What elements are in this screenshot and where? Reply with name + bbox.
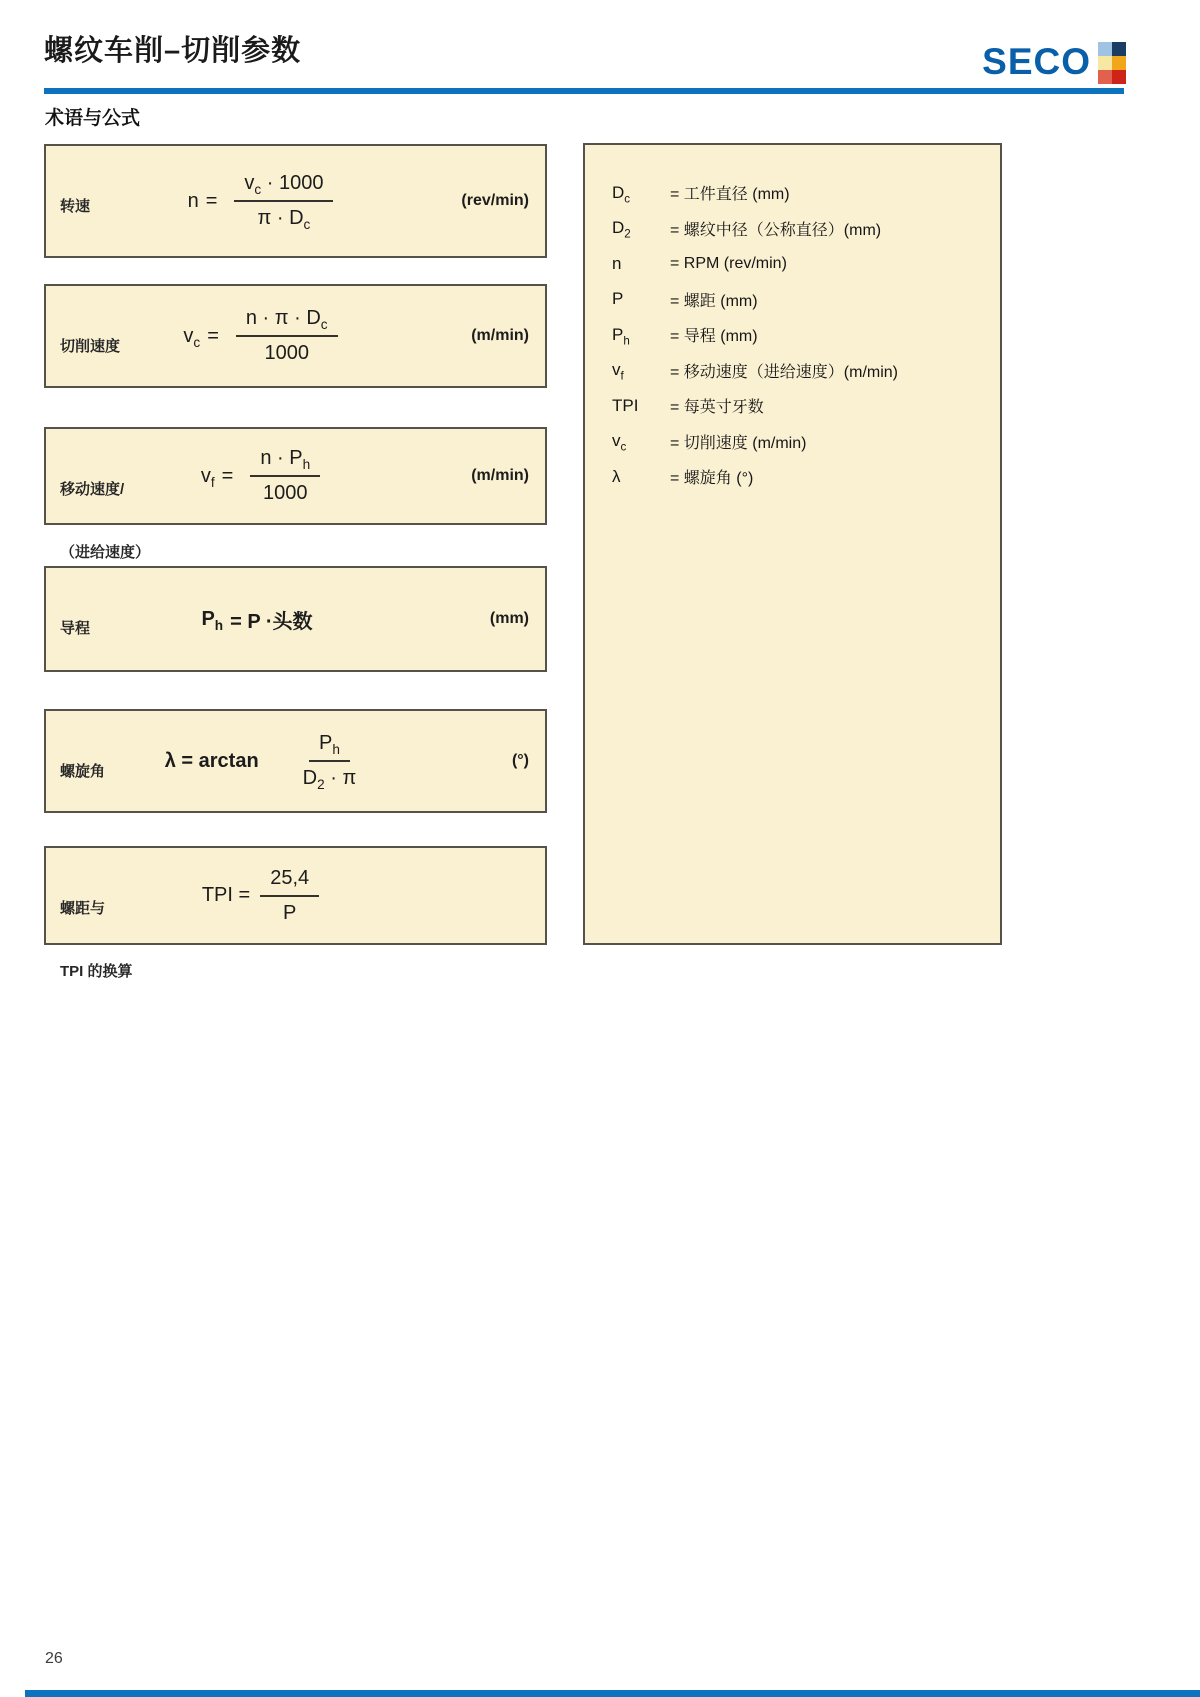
formula-tpi	[86, 848, 435, 943]
formula-box-tpi-conversion	[44, 846, 547, 980]
formula-lead	[86, 568, 435, 670]
logo-mark-cell	[1112, 42, 1126, 56]
fraction	[303, 731, 357, 791]
fraction-denominator: 1000	[262, 482, 308, 504]
seco-logo	[982, 40, 1126, 84]
definition-text: = 螺旋角 (°)	[670, 470, 754, 488]
fraction-denominator: $\pi \cdot D_c$	[257, 207, 311, 232]
definition-text: = 导程 (mm)	[670, 328, 758, 346]
formula-unit: (°)	[511, 752, 529, 769]
formula-prefix: λ = arctan	[164, 749, 259, 772]
formula-unit: (mm)	[489, 610, 529, 627]
formula-box-spindle-speed	[44, 144, 547, 258]
fraction-denominator: P	[283, 901, 297, 924]
formula-lhs: $v_f$	[200, 464, 215, 490]
definition-row	[612, 175, 990, 211]
formula-box-label: 螺距与 TPI 的换算	[60, 900, 133, 980]
definition-symbol: $v_c$	[612, 431, 627, 454]
equals-sign: =	[207, 324, 219, 347]
fraction	[250, 446, 320, 506]
definition-row	[612, 424, 990, 460]
formula-prefix: TPI =	[201, 884, 251, 906]
formula-box-helix-angle	[44, 709, 547, 813]
formula-box-label: 螺旋角	[60, 763, 106, 780]
definition-row	[612, 388, 990, 424]
header-rule	[44, 88, 1124, 94]
equals-sign: =	[205, 189, 218, 212]
formula-helix-angle	[86, 711, 435, 811]
definition-text: = 螺距 (mm)	[670, 292, 758, 310]
formula-lhs: $v_c$	[183, 324, 201, 350]
definition-text: = RPM (rev/min)	[670, 254, 787, 272]
fraction-numerator: 25,4	[260, 866, 319, 897]
formula-box-label: 移动速度/ （进给速度）	[60, 481, 151, 561]
formula-lhs: n	[187, 189, 199, 212]
definition-row	[612, 317, 990, 353]
definition-row	[612, 211, 990, 247]
logo-mark-cell	[1098, 70, 1112, 84]
definition-symbol: n	[612, 253, 622, 273]
formula-box-label: 导程	[60, 620, 91, 637]
seco-logo-mark-icon	[1098, 42, 1126, 84]
definition-symbol: $P_h$	[612, 324, 630, 348]
equals-sign: =	[221, 464, 234, 487]
definition-text: = 切削速度 (m/min)	[670, 434, 807, 452]
seco-wordmark: SECO	[982, 41, 1091, 82]
logo-mark-cell	[1098, 42, 1112, 56]
definition-symbol: $D_c$	[612, 182, 631, 206]
definition-row	[612, 459, 990, 495]
formula-spindle-speed	[86, 146, 435, 256]
fraction-numerator: $v_c \cdot 1000$	[234, 171, 333, 202]
definition-symbol: TPI	[612, 395, 639, 415]
page-number: 26	[45, 1650, 63, 1667]
fraction	[260, 866, 319, 926]
formula-unit: (m/min)	[471, 467, 529, 484]
fraction-numerator: $n \cdot \pi \cdot D_c$	[236, 306, 338, 337]
fraction	[236, 306, 338, 366]
definition-text: = 工件直径 (mm)	[670, 186, 790, 204]
logo-mark-cell	[1098, 56, 1112, 70]
fraction-numerator: $n \cdot P_h$	[250, 446, 320, 477]
fraction	[234, 171, 333, 231]
formula-rhs: = P ·头数	[230, 610, 313, 633]
logo-mark-cell	[1112, 56, 1126, 70]
formula-cutting-speed	[86, 286, 435, 386]
formula-feed-speed	[86, 429, 435, 523]
definition-symbol: λ	[612, 466, 621, 486]
footer-rule	[25, 1690, 1200, 1697]
definition-row	[612, 353, 990, 389]
formula-box-feed-speed	[44, 427, 547, 561]
definition-row	[612, 282, 990, 318]
section-subtitle: 术语与公式	[45, 108, 141, 129]
formula-box-label: 切削速度	[60, 338, 121, 355]
formula-box-lead	[44, 566, 547, 672]
definition-text: = 每英寸牙数	[670, 399, 764, 417]
definition-symbol: P	[612, 289, 624, 309]
definition-text: = 移动速度（进给速度）(m/min)	[670, 363, 899, 381]
formula-lhs: $P_h$	[201, 607, 224, 633]
definition-symbol: $D_2$	[612, 218, 631, 241]
definitions-box	[583, 143, 1002, 945]
fraction-numerator: $P_h$	[309, 731, 350, 762]
formula-box-label: 转速	[60, 198, 91, 215]
definition-row	[612, 246, 990, 282]
logo-mark-cell	[1112, 70, 1126, 84]
page-title: 螺纹车削–切削参数	[44, 35, 302, 67]
formula-box-cutting-speed	[44, 284, 547, 388]
fraction-denominator: 1000	[264, 342, 309, 364]
fraction-denominator: $D_2 \cdot \pi$	[302, 767, 357, 792]
formula-unit: (m/min)	[471, 327, 529, 344]
definition-symbol: $v_f$	[612, 360, 624, 383]
formula-unit: (rev/min)	[461, 192, 529, 209]
definition-text: = 螺纹中径（公称直径）(mm)	[670, 221, 882, 239]
